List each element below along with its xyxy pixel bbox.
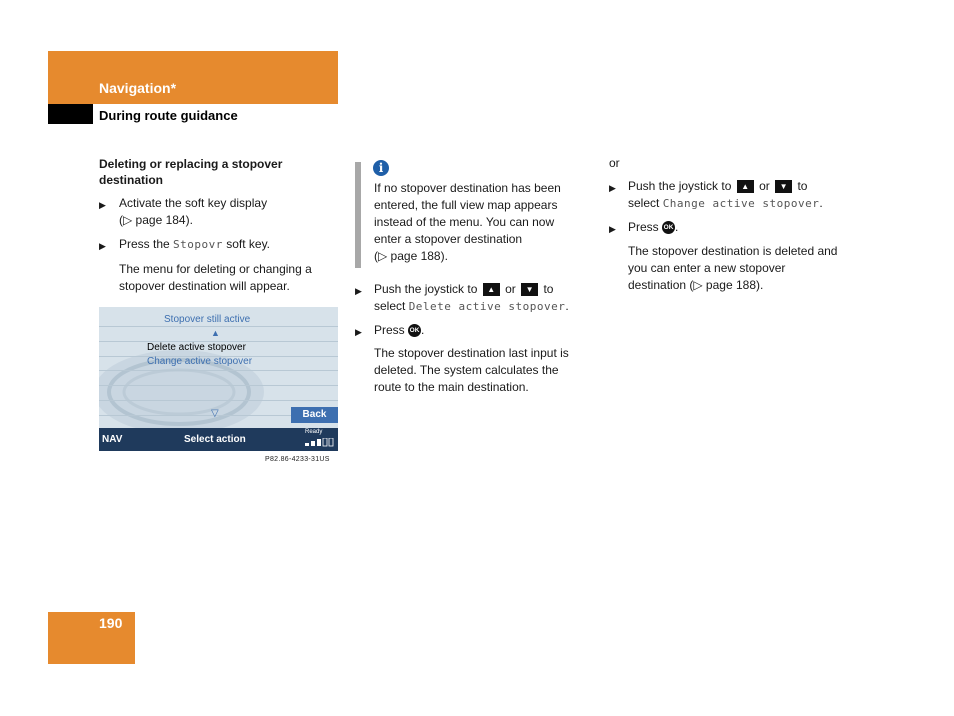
step-joystick-change bbox=[628, 178, 858, 212]
joystick-up-icon: ▲ bbox=[483, 283, 500, 296]
step-text: (▷ page 184). bbox=[119, 213, 193, 227]
ok-button-icon: OK bbox=[408, 324, 421, 337]
step-text: Press bbox=[374, 323, 409, 337]
page-number: 190 bbox=[99, 615, 123, 631]
result-text: deleted. The system calculates the bbox=[374, 363, 559, 377]
step-joystick-delete bbox=[374, 281, 589, 315]
info-text: instead of the menu. You can now bbox=[374, 215, 555, 229]
screen-title: Stopover still active bbox=[164, 314, 251, 325]
result-text: The stopover destination last input is bbox=[374, 346, 569, 360]
step-text: . bbox=[675, 220, 679, 234]
or-separator: or bbox=[609, 156, 620, 170]
joystick-down-icon: ▼ bbox=[775, 180, 792, 193]
result-text: The stopover destination is deleted and bbox=[628, 244, 838, 258]
step-text: or bbox=[505, 282, 516, 296]
info-icon: i bbox=[373, 160, 389, 176]
menu-item-code: Delete active stopover bbox=[408, 300, 566, 313]
nav-label: NAV bbox=[102, 434, 123, 445]
info-text: If no stopover destination has been bbox=[374, 181, 561, 195]
result-text: stopover destination will appear. bbox=[119, 279, 290, 293]
step-text: Push the joystick to bbox=[374, 282, 478, 296]
joystick-up-icon: ▲ bbox=[737, 180, 754, 193]
back-softkey: Back bbox=[291, 407, 338, 423]
info-note-bar bbox=[355, 162, 361, 268]
result-text: you can enter a new stopover bbox=[628, 261, 786, 275]
info-text: enter a stopover destination bbox=[374, 232, 523, 246]
joystick-down-icon: ▼ bbox=[521, 283, 538, 296]
step-text: Activate the soft key display bbox=[119, 196, 268, 210]
step-text: . bbox=[421, 323, 425, 337]
bullet-icon: ▶ bbox=[99, 200, 106, 210]
procedure-heading: Deleting or replacing a stopover destination bbox=[99, 157, 283, 187]
info-note bbox=[374, 180, 589, 265]
step-text: select bbox=[374, 299, 409, 313]
step-result bbox=[374, 345, 589, 396]
step-text: Push the joystick to bbox=[628, 179, 732, 193]
status-label: Ready bbox=[305, 429, 323, 435]
result-text: route to the main destination. bbox=[374, 380, 529, 394]
step-result bbox=[628, 243, 858, 294]
step-text: Press bbox=[628, 220, 663, 234]
step-text: . bbox=[819, 196, 823, 210]
bullet-icon: ▶ bbox=[355, 327, 362, 337]
figure-caption: P82.86-4233-31US bbox=[265, 456, 330, 463]
info-text: (▷ page 188). bbox=[374, 249, 448, 263]
menu-option-delete: Delete active stopover bbox=[147, 342, 246, 353]
scroll-up-icon: ▲ bbox=[211, 328, 220, 338]
bullet-icon: ▶ bbox=[355, 286, 362, 296]
menu-item-code: Change active stopover bbox=[662, 197, 820, 210]
info-text: entered, the full view map appears bbox=[374, 198, 558, 212]
bullet-icon: ▶ bbox=[99, 241, 106, 251]
softkey-code: Stopovr bbox=[173, 238, 223, 251]
display-screenshot bbox=[99, 307, 338, 451]
menu-option-change: Change active stopover bbox=[147, 356, 253, 367]
ok-button-icon: OK bbox=[662, 221, 675, 234]
scroll-down-icon: ▽ bbox=[211, 408, 219, 419]
step-press-ok bbox=[628, 219, 858, 236]
step-text: to bbox=[543, 282, 554, 296]
screen-status-bar bbox=[99, 428, 338, 451]
step-activate-softkeys bbox=[119, 195, 339, 229]
result-text: The menu for deleting or changing a bbox=[119, 262, 312, 276]
step-text: Press the bbox=[119, 237, 174, 251]
step-text: . bbox=[565, 299, 569, 313]
signal-strength-icon bbox=[305, 438, 335, 448]
step-text: select bbox=[628, 196, 663, 210]
page-subtitle: During route guidance bbox=[99, 108, 238, 123]
result-text: destination (▷ page 188). bbox=[628, 278, 764, 292]
step-press-stopovr bbox=[119, 236, 339, 253]
section-header-bar bbox=[48, 51, 338, 104]
step-text: soft key. bbox=[222, 237, 271, 251]
section-marker bbox=[48, 104, 93, 124]
step-text: or bbox=[759, 179, 770, 193]
bullet-icon: ▶ bbox=[609, 224, 616, 234]
step-text: to bbox=[797, 179, 808, 193]
section-title: Navigation* bbox=[99, 80, 177, 96]
step-result bbox=[119, 261, 339, 295]
bullet-icon: ▶ bbox=[609, 183, 616, 193]
action-label: Select action bbox=[184, 434, 246, 445]
step-press-ok bbox=[374, 322, 589, 339]
